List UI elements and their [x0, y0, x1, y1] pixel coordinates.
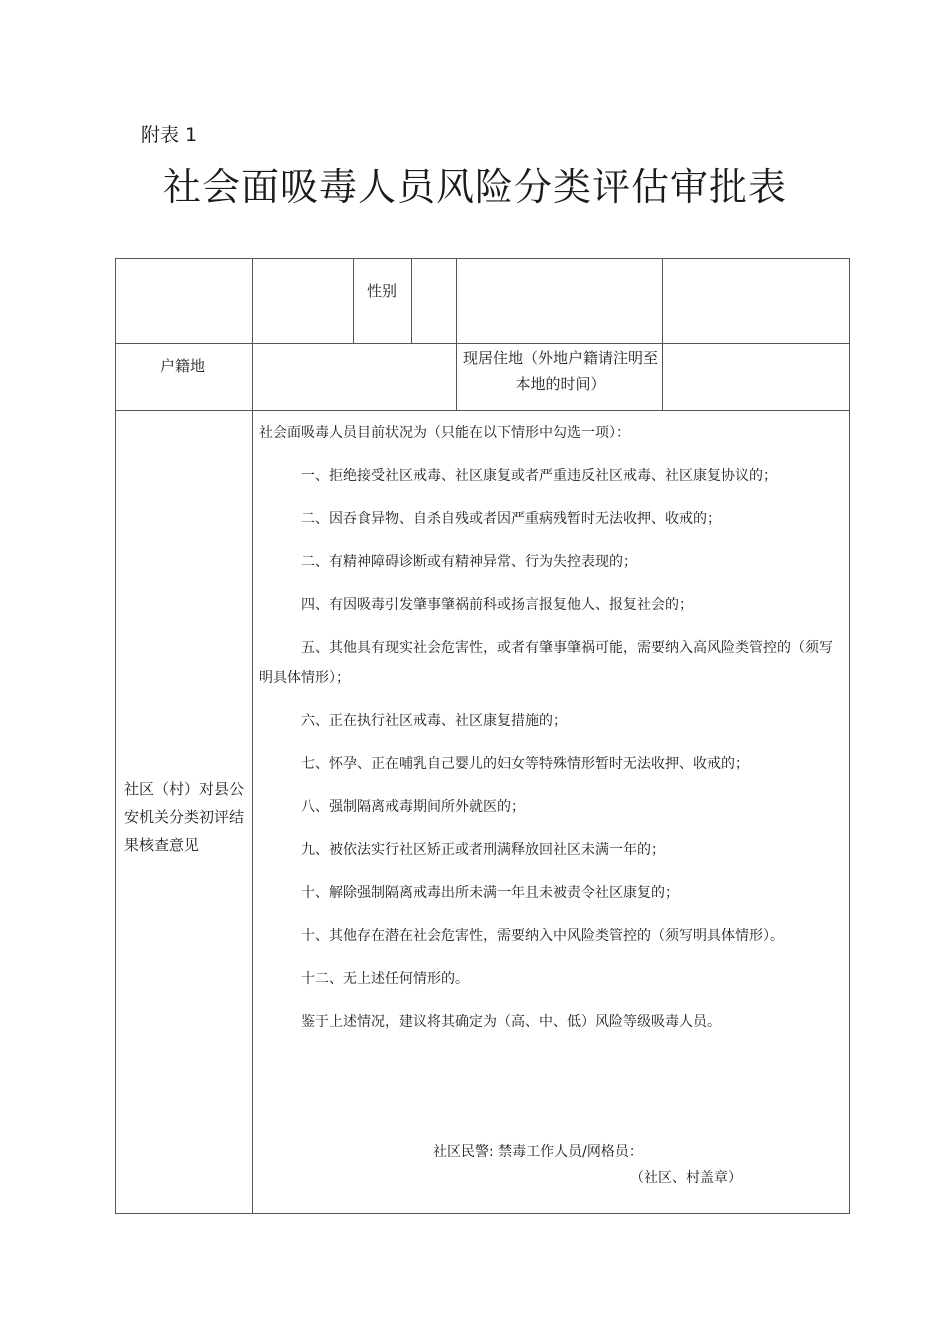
- form-title: 社会面吸毒人员风险分类评估审批表: [162, 165, 787, 209]
- option-item-9[interactable]: 九、被依法实行社区矫正或者刑满释放回社区未满一年的；: [301, 842, 665, 858]
- option-item-7[interactable]: 七、怀孕、正在哺乳自己婴儿的妇女等特殊情形暂时无法收押、收戒的；: [301, 756, 749, 772]
- gender-value-cell[interactable]: [412, 259, 455, 343]
- review-content: [259, 418, 843, 1037]
- table-col-divider-mid: [456, 258, 457, 410]
- hukou-value-cell[interactable]: [253, 344, 455, 410]
- table-row-divider-2: [115, 410, 850, 411]
- option-item-10[interactable]: 十、解除强制隔离戒毒出所未满一年且未被责令社区康复的；: [301, 885, 679, 901]
- option-item-3[interactable]: 二、有精神障碍诊断或有精神异常、行为失控表现的；: [301, 554, 637, 570]
- option-item-6[interactable]: 六、正在执行社区戒毒、社区康复措施的；: [301, 713, 567, 729]
- review-intro: 社会面吸毒人员目前状况为（只能在以下情形中勾选一项）：: [259, 425, 630, 441]
- review-label: 社区（村）对县公安机关分类初评结果核查意见: [124, 780, 245, 854]
- table-border-bottom: [115, 1213, 850, 1214]
- table-border-left: [115, 258, 116, 1214]
- table-col-divider-gender-left: [353, 258, 354, 343]
- option-item-5[interactable]: 五、其他具有现实社会危害性，或者有肇事肇祸可能，需要纳入高风险类管控的（须写明具体情形）；: [259, 640, 833, 686]
- option-item-12[interactable]: 十二、无上述任何情形的。: [301, 971, 469, 987]
- residence-label: 现居住地（外地户籍请注明至本地的时间）: [463, 349, 659, 393]
- review-conclusion: 鉴于上述情况，建议将其确定为（高、中、低）风险等级吸毒人员。: [301, 1014, 721, 1030]
- option-item-11[interactable]: 十、其他存在潜在社会危害性，需要纳入中风险类管控的（须写明具体情形）。: [301, 928, 784, 944]
- option-item-8[interactable]: 八、强制隔离戒毒期间所外就医的；: [301, 799, 525, 815]
- signers-line: 社区民警: 禁毒工作人员/网格员：: [433, 1144, 643, 1160]
- hukou-label: 户籍地: [160, 357, 206, 375]
- residence-value-cell[interactable]: [663, 344, 849, 410]
- table-border-right: [849, 258, 850, 1214]
- seal-line: （社区、村盖章）: [630, 1170, 742, 1186]
- option-item-1[interactable]: 一、拒绝接受社区戒毒、社区康复或者严重违反社区戒毒、社区康复协议的；: [301, 468, 777, 484]
- option-item-2[interactable]: 二、因吞食异物、自杀自残或者因严重病残暂时无法收押、收戒的；: [301, 511, 721, 527]
- option-item-4[interactable]: 四、有因吸毒引发肇事肇祸前科或扬言报复他人、报复社会的；: [301, 597, 693, 613]
- photo-cell[interactable]: [663, 259, 849, 343]
- annex-label: 附表 1: [141, 124, 198, 146]
- gender-label: 性别: [367, 282, 398, 300]
